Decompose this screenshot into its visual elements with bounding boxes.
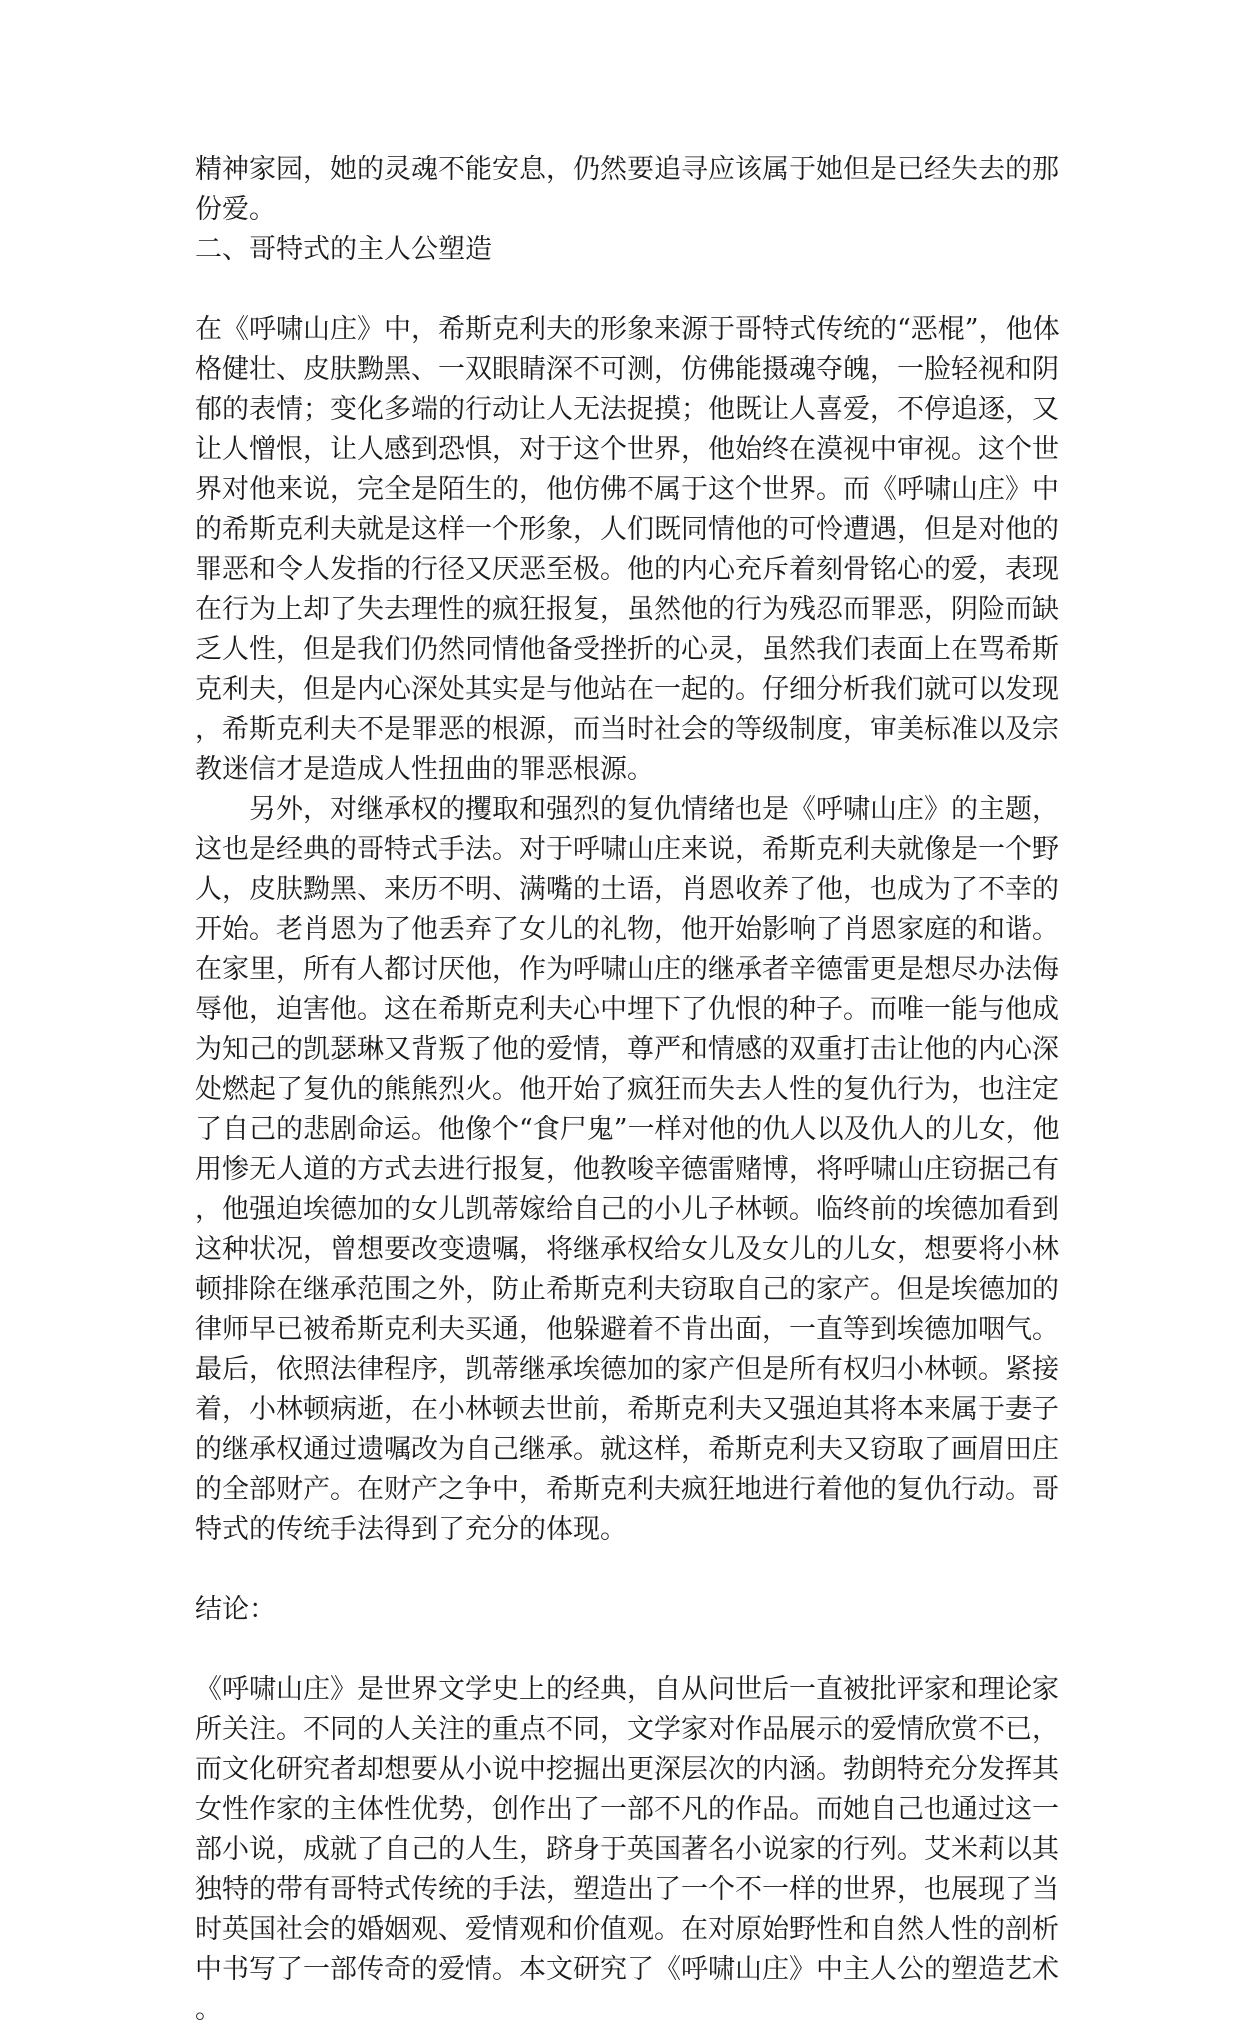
conclusion-heading: 结论： [195, 1594, 276, 1625]
paragraph-continued: 精神家园，她的灵魂不能安息，仍然要追寻应该属于她但是已经失去的那份爱。 [195, 154, 1059, 225]
paragraph-conclusion: 《呼啸山庄》是世界文学史上的经典，自从问世后一直被批评家和理论家所关注。不同的人关注的重点不同，文学家对作品展示的爱情欣赏不已，而文化研究者却想要从小说中挖掘出更深层次的内涵。勃朗特充分发挥其女性作家的主体性优势，创作出了一部不凡的作品。而她自己也通过这一部小说，成就了自己的人生，跻身于英国著名小说家的行列。艾米莉以其独特的带有哥特式传统的手法，塑造出了一个不一样的世界，也展现了当时英国社会的婚姻观、爱情观和价值观。在对原始野性和自然人性的剖析中书写了一部传奇的爱情。本文研究了《呼啸山庄》中主人公的塑造艺术。 [195, 1674, 1059, 2025]
paragraph-heathcliff-image: 在《呼啸山庄》中，希斯克利夫的形象来源于哥特式传统的“恶棍”，他体格健壮、皮肤黝黑、一双眼睛深不可测，仿佛能摄魂夺魄，一脸轻视和阴郁的表情；变化多端的行动让人无法捉摸；他既让人喜爱，不停追逐，又让人憎恨，让人感到恐惧，对于这个世界，他始终在漠视中审视。这个世界对他来说，完全是陌生的，他仿佛不属于这个世界。而《呼啸山庄》中的希斯克利夫就是这样一个形象，人们既同情他的可怜遭遇，但是对他的罪恶和令人发指的行径又厌恶至极。他的内心充斥着刻骨铭心的爱，表现在行为上却了失去理性的疯狂报复，虽然他的行为残忍而罪恶，阴险而缺乏人性，但是我们仍然同情他备受挫折的心灵，虽然我们表面上在骂希斯克利夫，但是内心深处其实是与他站在一起的。仔细分析我们就可以发现，希斯克利夫不是罪恶的根源，而当时社会的等级制度，审美标准以及宗教迷信才是造成人性扭曲的罪恶根源。 [195, 314, 1060, 785]
paragraph-inheritance-revenge: 另外，对继承权的攫取和强烈的复仇情绪也是《呼啸山庄》的主题，这也是经典的哥特式手法。对于呼啸山庄来说，希斯克利夫就像是一个野人，皮肤黝黑、来历不明、满嘴的土语，肖恩收养了他，也成为了不幸的开始。老肖恩为了他丢弃了女儿的礼物，他开始影响了肖恩家庭的和谐。在家里，所有人都讨厌他，作为呼啸山庄的继承者辛德雷更是想尽办法侮辱他，迫害他。这在希斯克利夫心中埋下了仇恨的种子。而唯一能与他成为知己的凯瑟琳又背叛了他的爱情，尊严和情感的双重打击让他的内心深处燃起了复仇的熊熊烈火。他开始了疯狂而失去人性的复仇行为，也注定了自己的悲剧命运。他像个“食尸鬼”一样对他的仇人以及仇人的儿女，他用惨无人道的方式去进行报复，他教唆辛德雷赌博，将呼啸山庄窃据己有，他强迫埃德加的女儿凯蒂嫁给自己的小儿子林顿。临终前的埃德加看到这种状况，曾想要改变遗嘱，将继承权给女儿及女儿的儿女，想要将小林顿排除在继承范围之外，防止希斯克利夫窃取自己的家产。但是埃德加的律师早已被希斯克利夫买通，他躲避着不肯出面，一直等到埃德加咽气。最后，依照法律程序，凯蒂继承埃德加的家产但是所有权归小林顿。紧接着，小林顿病逝，在小林顿去世前，希斯克利夫又强迫其将本来属于妻子的继承权通过遗嘱改为自己继承。就这样，希斯克利夫又窃取了画眉田庄的全部财产。在财产之争中，希斯克利夫疯狂地进行着他的复仇行动。哥特式的传统手法得到了充分的体现。 [195, 794, 1060, 1545]
section-heading: 二、哥特式的主人公塑造 [195, 234, 492, 265]
document-body [195, 150, 1065, 2030]
